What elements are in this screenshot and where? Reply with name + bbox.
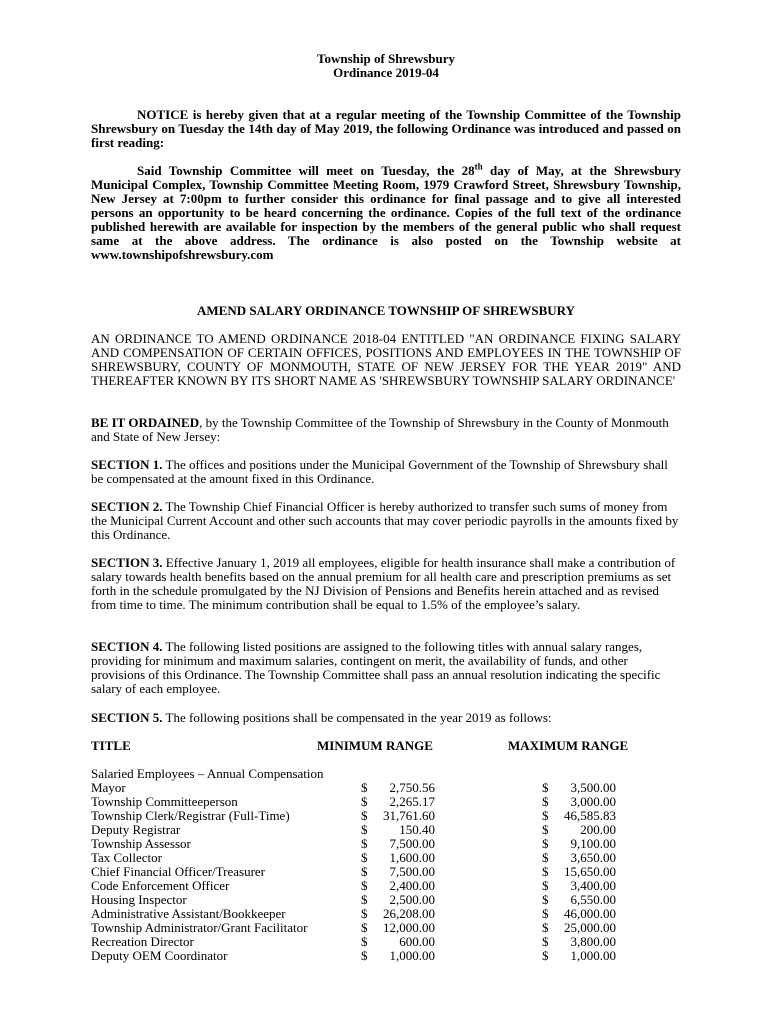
section-5 [91, 711, 681, 725]
min-currency-symbol: $ [361, 836, 368, 851]
position-title: Township Clerk/Registrar (Full-Time) [91, 808, 290, 823]
section-label: SECTION 2. [91, 499, 163, 514]
table-row [91, 851, 651, 865]
group-label: Salaried Employees – Annual Compensation [91, 766, 324, 781]
section-label: SECTION 4. [91, 639, 163, 654]
meeting-paragraph [91, 161, 681, 262]
max-currency-symbol: $ [542, 836, 549, 851]
table-row [91, 879, 651, 893]
min-salary: 2,500.00 [389, 892, 435, 907]
max-salary: 15,650.00 [564, 864, 616, 879]
section-text: The following positions shall be compensated in the year 2019 as follows: [162, 710, 552, 725]
table-row [91, 823, 651, 837]
min-salary: 26,208.00 [383, 906, 435, 921]
table-row [91, 935, 651, 949]
position-title: Code Enforcement Officer [91, 878, 230, 893]
ordinal-suffix: th [474, 161, 483, 172]
max-salary: 6,550.00 [570, 892, 616, 907]
min-salary: 31,761.60 [383, 808, 435, 823]
position-title: Township Committeeperson [91, 794, 238, 809]
min-currency-symbol: $ [361, 934, 368, 949]
position-title: Township Assessor [91, 836, 191, 851]
max-salary: 3,800.00 [570, 934, 616, 949]
township-name: Township of Shrewsbury [317, 51, 455, 66]
position-title: Recreation Director [91, 934, 194, 949]
be-it-ordained-text: , by the Township Committee of the Township of Shrewsbury in the County of Monmouth and State of New Jersey: [91, 415, 669, 444]
position-title: Chief Financial Officer/Treasurer [91, 864, 266, 879]
document-header [91, 52, 681, 80]
max-salary: 200.00 [580, 822, 616, 837]
table-row [91, 893, 651, 907]
max-salary: 46,585.83 [564, 808, 616, 823]
max-salary: 1,000.00 [570, 948, 616, 963]
table-row [91, 795, 651, 809]
meeting-text-start: Said Township Committee will meet on Tuesday, the 28 [137, 163, 475, 178]
min-currency-symbol: $ [361, 808, 368, 823]
max-currency-symbol: $ [542, 864, 549, 879]
max-salary: 3,400.00 [570, 878, 616, 893]
max-salary: 25,000.00 [564, 920, 616, 935]
table-row [91, 949, 651, 963]
max-salary: 9,100.00 [570, 836, 616, 851]
min-currency-symbol: $ [361, 780, 368, 795]
table-row [91, 809, 651, 823]
be-it-ordained [91, 416, 681, 444]
section-2 [91, 500, 681, 542]
position-title: Mayor [91, 780, 126, 795]
max-salary: 3,000.00 [570, 794, 616, 809]
max-currency-symbol: $ [542, 808, 549, 823]
max-salary: 3,650.00 [570, 850, 616, 865]
table-row [91, 781, 651, 795]
section-text: The following listed positions are assigned to the following titles with annual salary ranges, providing for minimum and maximum salaries, contingent on merit, the availability of funds, and other provisions of this Ordinance. The Township Committee shall pass an annual resolution indicating the specific salary of each employee. [91, 639, 661, 696]
table-group-label [91, 767, 651, 781]
max-currency-symbol: $ [542, 892, 549, 907]
min-currency-symbol: $ [361, 822, 368, 837]
section-text: Effective January 1, 2019 all employees, eligible for health insurance shall make a contribution of salary towards health benefits based on the annual premium for all health care and prescription premiums as set forth in the schedule promulgated by the NJ Division of Pensions and Benefits herein attached and as revised from time to time. The minimum contribution shall be equal to 1.5% of the employee’s salary. [91, 555, 676, 612]
max-currency-symbol: $ [542, 906, 549, 921]
table-row [91, 907, 651, 921]
max-currency-symbol: $ [542, 850, 549, 865]
column-header-title: TITLE [91, 738, 131, 753]
min-currency-symbol: $ [361, 948, 368, 963]
min-salary: 7,500.00 [389, 836, 435, 851]
position-title: Housing Inspector [91, 892, 187, 907]
be-it-ordained-lead: BE IT ORDAINED [91, 415, 200, 430]
max-currency-symbol: $ [542, 948, 549, 963]
max-salary: 46,000.00 [564, 906, 616, 921]
max-currency-symbol: $ [542, 920, 549, 935]
min-currency-symbol: $ [361, 864, 368, 879]
section-label: SECTION 3. [91, 555, 163, 570]
position-title: Deputy Registrar [91, 822, 181, 837]
min-currency-symbol: $ [361, 892, 368, 907]
position-title: Administrative Assistant/Bookkeeper [91, 906, 286, 921]
section-label: SECTION 5. [91, 710, 163, 725]
min-salary: 1,600.00 [389, 850, 435, 865]
max-currency-symbol: $ [542, 878, 549, 893]
position-title: Tax Collector [91, 850, 162, 865]
min-salary: 12,000.00 [383, 920, 435, 935]
table-row [91, 921, 651, 935]
min-salary: 600.00 [399, 934, 435, 949]
max-currency-symbol: $ [542, 780, 549, 795]
min-currency-symbol: $ [361, 850, 368, 865]
ordinance-intro: AN ORDINANCE TO AMEND ORDINANCE 2018-04 ENTITLED "AN ORDINANCE FIXING SALARY AND COMPENSATION OF CERTAIN OFFICES, POSITIONS AND EMPLOYEES IN THE TOWNSHIP OF SHREWSBURY, COUNTY OF MONMOUTH, STATE OF NEW JERSEY FOR THE YEAR 2019" AND THEREAFTER KNOWN BY ITS SHORT NAME AS 'SHREWSBURY TOWNSHIP SALARY ORDINANCE' [91, 331, 681, 388]
min-salary: 1,000.00 [389, 948, 435, 963]
table-row [91, 837, 651, 851]
max-salary: 3,500.00 [570, 780, 616, 795]
min-currency-symbol: $ [361, 920, 368, 935]
column-header-max: MAXIMUM RANGE [508, 738, 629, 753]
min-salary: 2,265.17 [389, 794, 435, 809]
max-currency-symbol: $ [542, 934, 549, 949]
min-salary: 7,500.00 [389, 864, 435, 879]
min-salary: 2,400.00 [389, 878, 435, 893]
table-row [91, 865, 651, 879]
min-currency-symbol: $ [361, 906, 368, 921]
section-label: SECTION 1. [91, 457, 163, 472]
min-currency-symbol: $ [361, 878, 368, 893]
section-1 [91, 458, 681, 486]
position-title: Township Administrator/Grant Facilitator [91, 920, 308, 935]
notice-paragraph: NOTICE is hereby given that at a regular meeting of the Township Committee of the Township Shrewsbury on Tuesday the 14th day of May 2019, the following Ordinance was introduced and passed on first reading: [91, 107, 681, 150]
max-currency-symbol: $ [542, 822, 549, 837]
min-currency-symbol: $ [361, 794, 368, 809]
section-4 [91, 640, 681, 696]
ordinance-number: Ordinance 2019-04 [333, 65, 439, 80]
min-salary: 2,750.56 [389, 780, 435, 795]
column-header-min: MINIMUM RANGE [317, 738, 433, 753]
ordinance-title: AMEND SALARY ORDINANCE TOWNSHIP OF SHREWSBURY [197, 303, 575, 318]
section-text: The Township Chief Financial Officer is hereby authorized to transfer such sums of money from the Municipal Current Account and other such accounts that may cover periodic payrolls in the amounts fixed by this Ordinance. [91, 499, 679, 542]
section-text: The offices and positions under the Municipal Government of the Township of Shrewsbury shall be compensated at the amount fixed in this Ordinance. [91, 457, 668, 486]
position-title: Deputy OEM Coordinator [91, 948, 228, 963]
max-currency-symbol: $ [542, 794, 549, 809]
min-salary: 150.40 [399, 822, 435, 837]
section-3 [91, 556, 681, 612]
salary-table-header [91, 739, 651, 753]
meeting-text-rest: day of May, at the Shrewsbury Municipal Complex, Township Committee Meeting Room, 1979 Crawford Street, Shrewsbury Township, New Jersey at 7:00pm to further consider this ordinance for final passage and to give all interested persons an opportunity to be heard concerning the ordinance. Copies of the full text of the ordinance published herewith are available for inspection by the members of the general public who shall request same at the above address. The ordinance is also posted on the Township website at www.townshipofshrewsbury.com [91, 163, 681, 262]
